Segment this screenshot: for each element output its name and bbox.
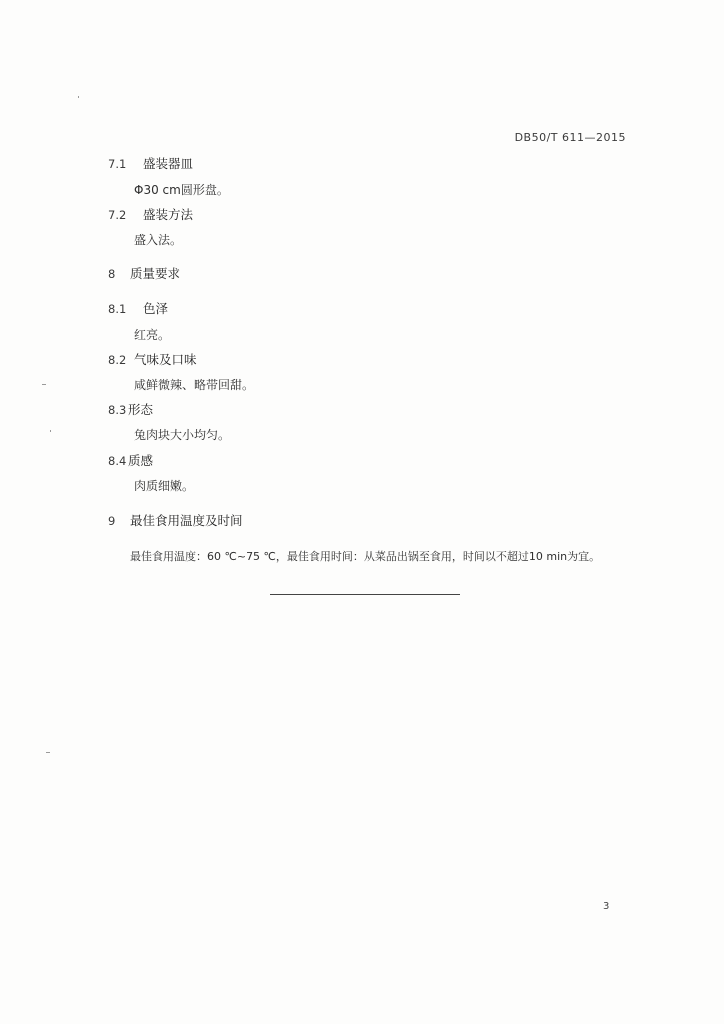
section-body-9: 最佳食用温度：60 ℃~75 ℃，最佳食用时间：从菜品出锅至食用，时间以不超过10 min为宜。 bbox=[130, 550, 601, 563]
section-title-8-2: 气味及口味 bbox=[134, 352, 197, 367]
section-number-8: 8 bbox=[108, 267, 116, 281]
section-body-8-1: 红亮。 bbox=[134, 328, 171, 342]
scan-speck bbox=[42, 384, 46, 385]
section-number-9: 9 bbox=[108, 514, 116, 528]
section-number-8-2: 8.2 bbox=[108, 353, 127, 367]
section-title-8-1: 色泽 bbox=[143, 301, 169, 316]
section-body-7-2: 盛入法。 bbox=[134, 233, 183, 247]
section-number-7-1: 7.1 bbox=[108, 157, 127, 171]
section-title-7-1: 盛装器皿 bbox=[143, 156, 194, 171]
section-title-8-3: 形态 bbox=[128, 402, 154, 417]
section-body-8-2: 咸鲜微辣、略带回甜。 bbox=[134, 378, 255, 392]
section-number-7-2: 7.2 bbox=[108, 208, 127, 222]
section-number-8-3: 8.3 bbox=[108, 403, 127, 417]
section-body-7-1: Φ30 cm圆形盘。 bbox=[134, 183, 229, 197]
scan-speck bbox=[46, 752, 50, 753]
section-number-8-4: 8.4 bbox=[108, 454, 127, 468]
page-number: 3 bbox=[603, 901, 610, 912]
end-of-text-rule bbox=[270, 594, 460, 595]
section-title-9: 最佳食用温度及时间 bbox=[130, 513, 243, 528]
section-title-8-4: 质感 bbox=[128, 453, 154, 468]
document-code: DB50/T 611—2015 bbox=[514, 131, 626, 144]
scan-speck bbox=[78, 96, 79, 98]
section-title-8: 质量要求 bbox=[130, 266, 181, 281]
section-body-8-3: 兔肉块大小均匀。 bbox=[134, 428, 231, 442]
section-title-7-2: 盛装方法 bbox=[143, 207, 194, 222]
scan-speck bbox=[50, 430, 51, 432]
section-number-8-1: 8.1 bbox=[108, 302, 127, 316]
section-body-8-4: 肉质细嫩。 bbox=[134, 479, 195, 493]
